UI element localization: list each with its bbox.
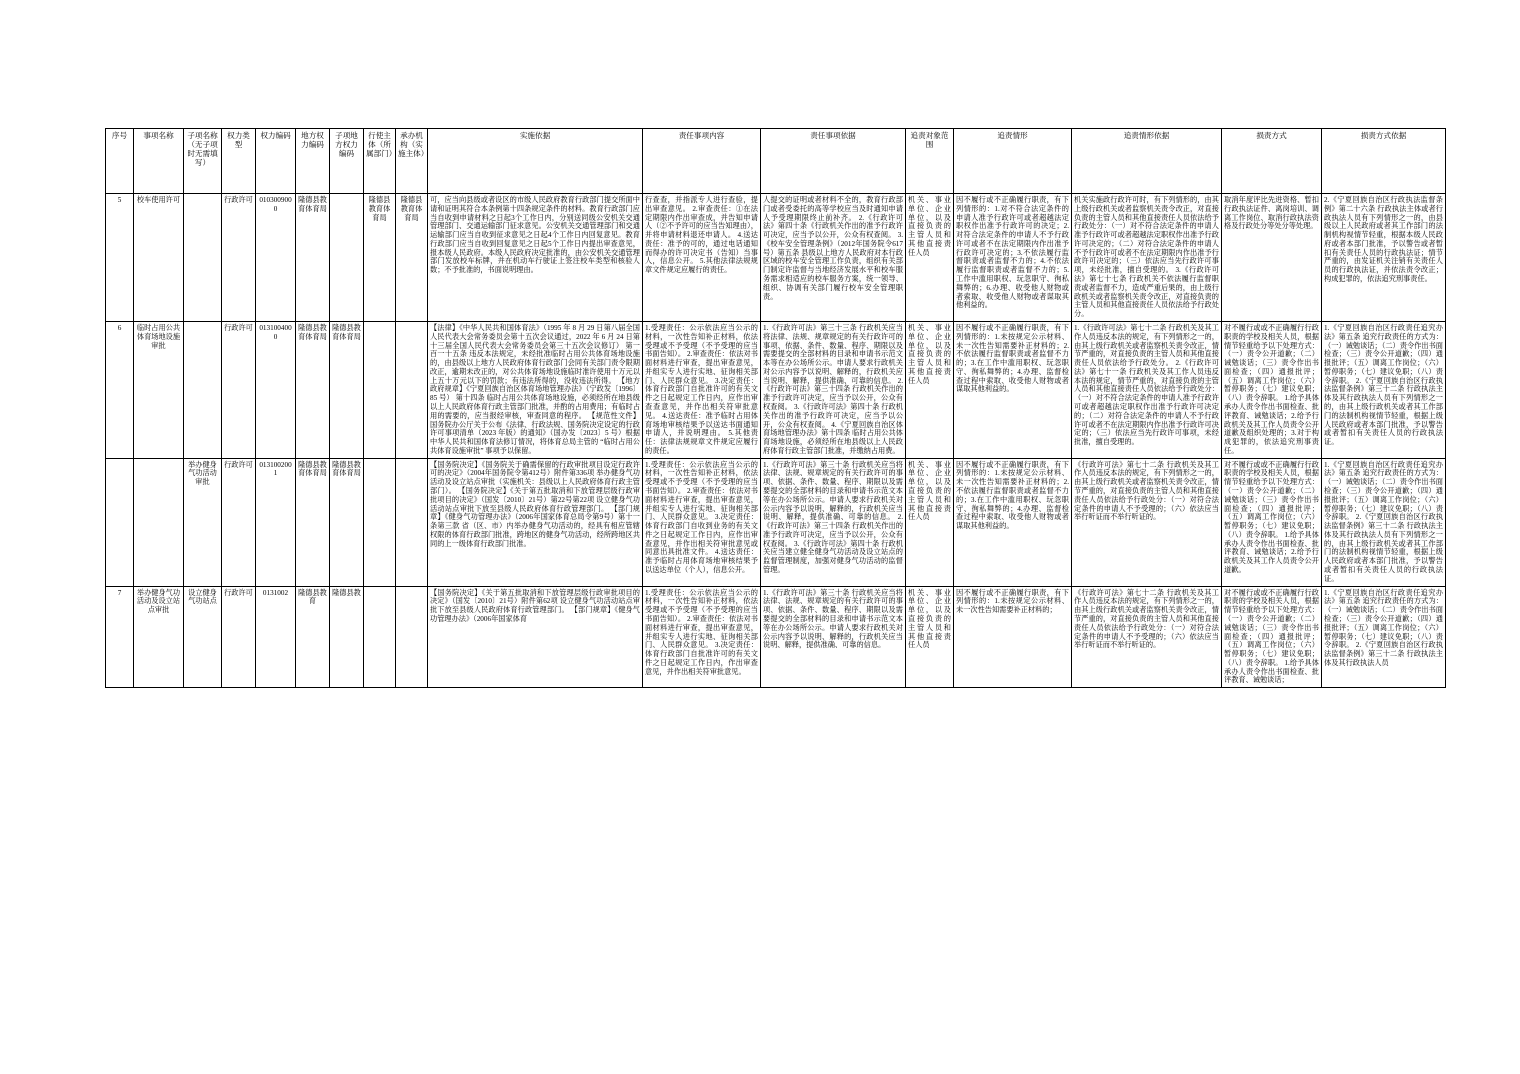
cell-org bbox=[396, 321, 428, 458]
header-way-basis: 损责方式依据 bbox=[1322, 129, 1446, 194]
power-responsibility-table bbox=[105, 128, 1446, 688]
header-power-code: 权力编码 bbox=[256, 129, 296, 194]
cell-power-code: 0131002001 bbox=[256, 458, 296, 586]
cell-dept bbox=[364, 321, 396, 458]
cell-way: 对不履行或或不正确履行行政职责的学校及相关人员，根据情节轻重给予以下处理方式：（一）责令公开道歉；（二）诫勉谈话；（三）责令作出书面检查；（四）通报批评；（五）调离工作岗位；（六）暂停职务；（七）建议免职；（八）责令辞职。 1.给予具体承办人责令作出书面检查、批评教育、诫勉谈话；2.给予行政机关及其工作人员责令公开道歉。 bbox=[1222, 458, 1322, 586]
cell-sub-name: 举办健身气功活动审批 bbox=[184, 458, 222, 586]
cell-duty-basis: 1.《行政许可法》第三十条 行政机关应当将法律、法规、规章规定的有关行政许可的事项、依据、条件、数量、程序、期限以及需要提交的全部材料的目录和申请书示范文本等在办公场所公示。申请人要求行政机关对公示内容予以说明、解释的，行政机关应当说明、解释，提供准确、可靠的信息。 bbox=[761, 586, 906, 688]
cell-scope: 机关、事业单位、企业单位，以及直接负责的主管人员和其他直接责任人员 bbox=[906, 458, 954, 586]
cell-duty-content: 1.受理责任：公示依法应当公示的材料，一次性告知补正材料，依法受理或不予受理（不予受理的应当书面告知）。 2.审查责任：依法对书面材料进行审查，提出审查意见，并组实专人进行实地、征询相关部门、人民群众意见。 3.决定责任：体育行政部门自批准许可的有关文件之日起规定工作日内，应作出审查查意见，并作出相关符审批意见。 4.送达责任：准予临时占用体育场地审核结果予以送达书面通知申请人，并说明理由。 5.其他责任：法律法规规章文件规定应履行的责任。 bbox=[643, 321, 761, 458]
cell-duty-content: 1.受理责任：公示依法应当公示的材料，一次性告知补正材料，依法受理或不予受理（不予受理的应当书面告知）。 2.审查责任：依法对书面材料进行审查，提出审查意见，并组实专人进行实地、征询相关部门、人民群众意见。 3.决定责任：体育行政部门自批准许可的有关文件之日起规定工作日内，作出审查意见，并作出相关符审批意见。 bbox=[643, 586, 761, 688]
table-row bbox=[106, 458, 1446, 586]
cell-situation-basis: 1.《行政许可法》第七十二条 行政机关及其工作人员违反本法的规定，有下列情形之一的，由其上级行政机关或者监察机关责令改正，情节严重的，对直接负责的主管人员和其他直接责任人员依法给予行政处分。 2.《行政许可法》第七十一条 行政机关及其工作人员违反本法的规定，情节严重的，对直接负责的主管人员和其他直接责任人员依法给予行政处分：（一）对不符合法定条件的申请人准予行政许可或者超越法定职权作出准予行政许可决定的；（二）对符合法定条件的申请人不予行政许可或者不在法定期限内作出准予行政许可决定的；（三）依法应当先行政许可事项，未经批准，擅自受理的。 bbox=[1072, 321, 1222, 458]
cell-way: 对不履行或或不正确履行行政职责的学校及相关人员，根据情节轻重给予以下处理方式：（一）责令公开道歉；（二）诫勉谈话；（三）责令作出书面检查；（四）通报批评；（五）调离工作岗位；（六）暂停职务；（七）建议免职；（八）责令辞职。 1.给予具体承办人责令作出书面检查、批评教育、诫勉谈话； bbox=[1222, 586, 1322, 688]
cell-sub-local-code: 隆德县教 bbox=[330, 586, 364, 688]
cell-power-type: 行政许可 bbox=[222, 458, 256, 586]
header-sub-local-code: 子项地方权力编码 bbox=[330, 129, 364, 194]
cell-duty-basis: 人提交的证明或者材料不全的，教育行政部门或者受委托的高等学校应当及时通知申请人予受理期限终止前补齐。 2.《行政许可法》第四十条《行政机关作出的准予行政许可决定，应当予以公开，公众有权查阅。 3.《校车安全管理条例》（2012年国务院令617号）第五条 县级以上地方人民政府对本行政区域的校车安全管理工作负责，组织有关部门制定许监督与当地经济发展水平和校车服务需求相适应的校车服务方案，统一领导、组织、协调有关部门履行校车安全管理职责。 bbox=[761, 194, 906, 322]
cell-basis: 【国务院决定】《关于第五批取消和下放管理层级行政审批项目的决定》（国发〔2010〕21号）附件第62项 设立健身气功活动站点审批下放至县级人民政府体育行政管理部门。 【部门规章】《健身气功管理办法》（2006年国家体育 bbox=[428, 586, 643, 688]
header-scope: 追责对象范围 bbox=[906, 129, 954, 194]
cell-item-name bbox=[134, 458, 184, 586]
cell-situation-basis: 《行政许可法》第七十二条 行政机关及其工作人员违反本法的规定，有下列情形之一的，由其上级行政机关或者监察机关责令改正，情节严重的，对直接负责的主管人员和其他直接责任人员依法给予行政处分：（一）对符合法定条件的申请人不予受理的；（六）依法应当举行听证而不举行听证的。 bbox=[1072, 586, 1222, 688]
cell-duty-basis: 1.《行政许可法》第三十三条 行政机关应当将法律、法规、规章规定的有关行政许可的事项、依据、条件、数量、程序、期限以及需要提交的全部材料的目录和申请书示范文本等在办公场所公示。申请人要求行政机关对公示内容予以说明、解释的，行政机关应当说明、解释，提供准确、可靠的信息。 2.《行政许可法》第三十四条 行政机关作出的准予行政许可决定，应当予以公开，公众有权查阅。 3.《行政许可法》第四十条 行政机关作出的准予行政许可决定，应当予以公开，公众有权查阅。 4.《宁夏回族自治区体育场地管理办法》第十四条 临时占用公共体育场地设施，必须经所在地县级以上人民政府体育行政主管部门批准，并缴纳占用费。 bbox=[761, 321, 906, 458]
cell-sub-local-code bbox=[330, 194, 364, 322]
table-row bbox=[106, 321, 1446, 458]
cell-power-type: 行政许可 bbox=[222, 586, 256, 688]
cell-power-code: 0131002 bbox=[256, 586, 296, 688]
header-seq: 序号 bbox=[106, 129, 134, 194]
cell-seq: 5 bbox=[106, 194, 134, 322]
table-header-row bbox=[106, 129, 1446, 194]
table-row bbox=[106, 586, 1446, 688]
cell-dept: 隆德县教育体育局 bbox=[364, 194, 396, 322]
cell-seq bbox=[106, 458, 134, 586]
cell-situation: 因不履行或不正确履行职责，有下列情形的：1.未按规定公示材料、未一次性告知需要补正材料的；2.不依法履行监督职责或者监督不力的；3.在工作中滥用职权、玩忽职守、徇私舞弊的；4.办理、监督检查过程中索取、收受他人财物或者谋取其他利益的。 bbox=[954, 321, 1072, 458]
cell-scope: 机关、事业单位、企业单位，以及直接负责的主管人员和其他直接责任人员 bbox=[906, 194, 954, 322]
cell-seq: 7 bbox=[106, 586, 134, 688]
header-item-name: 事项名称 bbox=[134, 129, 184, 194]
cell-duty-basis: 1.《行政许可法》第三十条 行政机关应当将法律、法规、规章规定的有关行政许可的事项、依据、条件、数量、程序、期限以及需要提交的全部材料的目录和申请书示范文本等在办公场所公示。申请人要求行政机关对公示内容予以说明、解释的，行政机关应当说明、解释，提供准确、可靠的信息。 2.《行政许可法》第三十四条 行政机关作出的准予行政许可决定，应当予以公开，公众有权查阅。 3.《行政许可法》第四十条 行政机关应当建立健全健身气功活动及设立站点的监督管理制度，加强对健身气功活动的监督管理。 bbox=[761, 458, 906, 586]
cell-way-basis: 2.《宁夏回族自治区行政执法监督条例》第二十六条 行政执法主体或者行政执法人员有下列情形之一的，由县级以上人民政府或者其工作部门的法制机构视情节轻重，根据本级人民政府或者本部门批准，予以警告或者暂扣有关责任人员的行政执法证；情节严重的，由发证机关注销有关责任人员的行政执法证，并依法责令改正；构成犯罪的，依法追究刑事责任。 bbox=[1322, 194, 1446, 322]
cell-sub-local-code: 隆德县教育体育局 bbox=[330, 321, 364, 458]
cell-way: 对不履行或或不正确履行行政职责的学校及相关人员，根据情节轻重给予以下处理方式：（一）责令公开道歉；（二）诫勉谈话；（三）责令作出书面检查；（四）通报批评；（五）调离工作岗位；（六）暂停职务；（七）建议免职；（八）责令辞职。 1.给予具体承办人责令作出书面检查、批评教育、诫勉谈话；2.给予行政机关及其工作人员责令公开道歉及组织处理的；3.对于构成犯罪的，依法追究刑事责任。 bbox=[1222, 321, 1322, 458]
header-situation-basis: 追责情形依据 bbox=[1072, 129, 1222, 194]
header-way: 损责方式 bbox=[1222, 129, 1322, 194]
cell-org bbox=[396, 586, 428, 688]
cell-item-name: 校车使用许可 bbox=[134, 194, 184, 322]
cell-basis: 【法律】《中华人民共和国体育法》（1995 年 8 月 29 日第八届全国人民代表大会常务委员会第十五次会议通过，2022 年 6 月 24 日第十三届全国人民代表大会常务委员会第三十五次会议修订） 第一百一十五条 违反本法规定，未经批准临时占用公共体育场地设施的，由县级以上地方人民政府体育行政部门会同有关部门责令限期改正，逾期未改正的，对公共体育场地设施临时准许使用十万元以上五十万元以下的罚款；有违法所得的，没收违法所得。 【地方政府规章】《宁夏回族自治区体育场地管理办法》（宁政发〔1996〕85 号） 第十四条 临时占用公共体育场地设施，必须经所在地县级以上人民政府体育行政主管部门批准，并酌的占用费用；有临时占用的需要的，应当报经审核，审查同意的程序。 【规范性文件】国务院办公厅关于公布《法律、行政法规、国务院决定设定的行政许可事项清单（2023 年版）的通知》（国办发〔2023〕5 号）根据中华人民共和国体育法修订情况，将体育总局主管的 “临时占用公共体育设施审批” 事项予以保留。 bbox=[428, 321, 643, 458]
cell-power-code: 0131004000 bbox=[256, 321, 296, 458]
cell-dept bbox=[364, 586, 396, 688]
header-local-code: 地方权力编码 bbox=[296, 129, 330, 194]
cell-seq: 6 bbox=[106, 321, 134, 458]
cell-local-code: 隆德县教育体育局 bbox=[296, 321, 330, 458]
cell-situation-basis: 《行政许可法》第七十二条 行政机关及其工作人员违反本法的规定，有下列情形之一的，由其上级行政机关或者监察机关责令改正，情节严重的，对直接负责的主管人员和其他直接责任人员依法给予行政处分：（一）对符合法定条件的申请人不予受理的；（六）依法应当举行听证而不举行听证的。 bbox=[1072, 458, 1222, 586]
cell-power-code: 0103009000 bbox=[256, 194, 296, 322]
cell-situation: 因不履行或不正确履行职责，有下列情形的：1.未按规定公示材料、未一次性告知需要补正材料的； bbox=[954, 586, 1072, 688]
header-power-type: 权力类型 bbox=[222, 129, 256, 194]
cell-sub-local-code: 隆德县教育体育局 bbox=[330, 458, 364, 586]
header-basis: 实施依据 bbox=[428, 129, 643, 194]
cell-dept bbox=[364, 458, 396, 586]
cell-duty-content: 行查查，并指派专人进行查验，提出审查意见。 2.审查责任：①在法定期限内作出审查成，并告知申请人（②不予许可的应当告知理由），并将申请材料退还申请人。 4.送达责任：准予的可的，通过电话通知而得办的许可决定书（告知）当事人，信息公开。 5.其他法律法规规章文件规定应履行的责任。 bbox=[643, 194, 761, 322]
cell-sub-name bbox=[184, 321, 222, 458]
cell-power-type: 行政许可 bbox=[222, 321, 256, 458]
cell-power-type: 行政许可 bbox=[222, 194, 256, 322]
cell-item-name: 举办健身气功活动及设立站点审批 bbox=[134, 586, 184, 688]
cell-local-code: 隆德县教育 bbox=[296, 586, 330, 688]
cell-situation-basis: 机关实施政行政许可时，有下列情形的，由其上级行政机关或者监察机关责令改正，对直接负责的主管人员和其他直接责任人员依法给予行政处分：（一）对不符合法定条件的申请人准予行政许可或者超越法定职权作出准予行政许可决定的；（二）对符合法定条件的申请人不予行政许可或者不在法定期限内作出准予行政许可决定的；（三）依法应当先行政许可事项，未经批准，擅自受理的。 3.《行政许可法》第七十七条 行政机关不依法履行监督职责或者监督不力，造成严重后果的，由上级行政机关或者监察机关责令改正，对直接负责的主管人员和其他直接责任人员依法给予行政处分。 bbox=[1072, 194, 1222, 322]
cell-situation: 因不履行或不正确履行职责，有下列情形的：1.对不符合法定条件的申请人准予行政许可或者超越法定职权作出准予行政许可的决定；2.对符合法定条件的申请人不予行政许可或者不在法定期限内作出准予行政许可决定的；3.不依法履行监督职责或者监督不力的；4.不依法履行监督职责或者监督不力的；5.工作中滥用职权、玩忽职守、徇私舞弊的；6.办理、收受他人财物或者索取、收受他人财物或者谋取其他利益的。 bbox=[954, 194, 1072, 322]
table-row bbox=[106, 194, 1446, 322]
cell-sub-name bbox=[184, 194, 222, 322]
cell-org: 隆德县教育体育局 bbox=[396, 194, 428, 322]
cell-scope: 机关、事业单位、企业单位，以及直接负责的主管人员和其他直接责任人员 bbox=[906, 321, 954, 458]
cell-way-basis: 1.《宁夏回族自治区行政责任追究办法》第五条 追究行政责任的方式为：（一）诫勉谈话；（二）责令作出书面检查；（三）责令公开道歉；（四）通报批评；（五）调离工作岗位；（六）暂停职务；（七）建议免职；（八）责令辞职。 2.《宁夏回族自治区行政执法监督条例》第三十二条 行政执法主体及其行政执法人员有下列情形之一的，由其上级行政机关或者其工作部门的法制机构视情节轻重，根据上级人民政府或者本部门批准，予以警告或者暂扣有关责任人员的行政执法证。 bbox=[1322, 321, 1446, 458]
header-duty-content: 责任事项内容 bbox=[643, 129, 761, 194]
cell-basis: 可，应当向县级或者设区的市级人民政府教育行政部门提交所面中请和证明其符合本条例第十四条规定条件的材料。教育行政部门应当自收到申请材料之日起3个工作日内，分别送同级公安机关交通管理部门、交通运输部门征求意见。公安机关交通管理部门和交通运输部门应当自收到征求意见之日起4个工作日内回复意见。教育行政部门应当自收到回复意见之日起5个工作日内提出审查意见，报本级人民政府。本级人民政府决定批准的，由公安机关交通管理部门发放校车标牌，并在机动车行驶证上签注校车类型和核验人数；不予批准的，书面说明理由。 bbox=[428, 194, 643, 322]
header-duty-basis: 责任事项依据 bbox=[761, 129, 906, 194]
cell-situation: 因不履行或不正确履行职责，有下列情形的：1.未按规定公示材料、未一次性告知需要补正材料的；2.不依法履行监督职责或者监督不力的；3.在工作中滥用职权、玩忽职守、徇私舞弊的；4.办理、监督检查过程中索取、收受他人财物或者谋取其他利益的。 bbox=[954, 458, 1072, 586]
header-situation: 追责情形 bbox=[954, 129, 1072, 194]
cell-org bbox=[396, 458, 428, 586]
cell-scope: 机关、事业单位、企业单位，以及直接负责的主管人员和其他直接责任人员 bbox=[906, 586, 954, 688]
cell-way-basis: 1.《宁夏回族自治区行政责任追究办法》第五条 追究行政责任的方式为：（一）诫勉谈话；（二）责令作出书面检查；（三）责令公开道歉；（四）通报批评；（五）调离工作岗位；（六）暂停职务；（七）建议免职；（八）责令辞职。 2.《宁夏回族自治区行政执法监督条例》第三十二条 行政执法主体及其行政执法人员 bbox=[1322, 586, 1446, 688]
cell-local-code: 隆德县教育体育局 bbox=[296, 458, 330, 586]
cell-duty-content: 1.受理责任：公示依法应当公示的材料，一次性告知补正材料，依法受理或不予受理（不予受理的应当书面告知）。 2.审查责任：依法对书面材料进行审查，提出审查意见，并组实专人进行实地、征询相关部门、人民群众意见。 3.决定责任：体育行政部门自收到业务的有关文件之日起规定工作日内，应作出审查意见，并作出相关符审批意见或同意出具批准文件。 4.送达责任：准予临时占用体育场地审核结果予以送达单位（个人），信息公开。 bbox=[643, 458, 761, 586]
cell-sub-name: 设立健身气功站点 bbox=[184, 586, 222, 688]
cell-way-basis: 1.《宁夏回族自治区行政责任追究办法》第五条 追究行政责任的方式为：（一）诫勉谈话；（二）责令作出书面检查；（三）责令公开道歉；（四）通报批评；（五）调离工作岗位；（六）暂停职务；（七）建议免职；（八）责令辞职。 2.《宁夏回族自治区行政执法监督条例》第三十二条 行政执法主体及其行政执法人员有下列情形之一的，由其上级行政机关或者其工作部门的法制机构视情节轻重，根据上级人民政府或者本部门批准，予以警告或者暂扣有关责任人员的行政执法证。 bbox=[1322, 458, 1446, 586]
header-org: 承办机构（实施主体） bbox=[396, 129, 428, 194]
cell-basis: 【国务院决定】《国务院关于确需保留的行政审批项目设定行政许可的决定》（2004年国务院令第412号）附件第336项 举办健身气功活动及设立站点审批（实施机关：县级以上人民政府体育行政主管部门）。 【国务院决定】《关于第五批取消和下放管理层级行政审批项目的决定》（国发〔2010〕21号）第22号第22项 设立健身气功活动站点审批下放至县级人民政府体育行政管理部门。 【部门规章】《健身气功管理办法》（2006年国家体育总局令第9号）第十一条第三款 省（区、市）内举办健身气功活动的，经具有相应管辖权限的体育行政部门批准，跨地区的健身气功活动，经所跨地区共同的上一级体育行政部门批准。 bbox=[428, 458, 643, 586]
cell-item-name: 临时占用公共体育场地设施审批 bbox=[134, 321, 184, 458]
header-sub-name: 子项名称（无子项时无需填写） bbox=[184, 129, 222, 194]
cell-way: 取消年度评比先进资格、暂扣行政执法证件、离岗培训、调离工作岗位、取消行政执法资格及行政处分等处分等处理。 bbox=[1222, 194, 1322, 322]
header-dept: 行使主体（所属部门） bbox=[364, 129, 396, 194]
cell-local-code: 隆德县教育体育局 bbox=[296, 194, 330, 322]
